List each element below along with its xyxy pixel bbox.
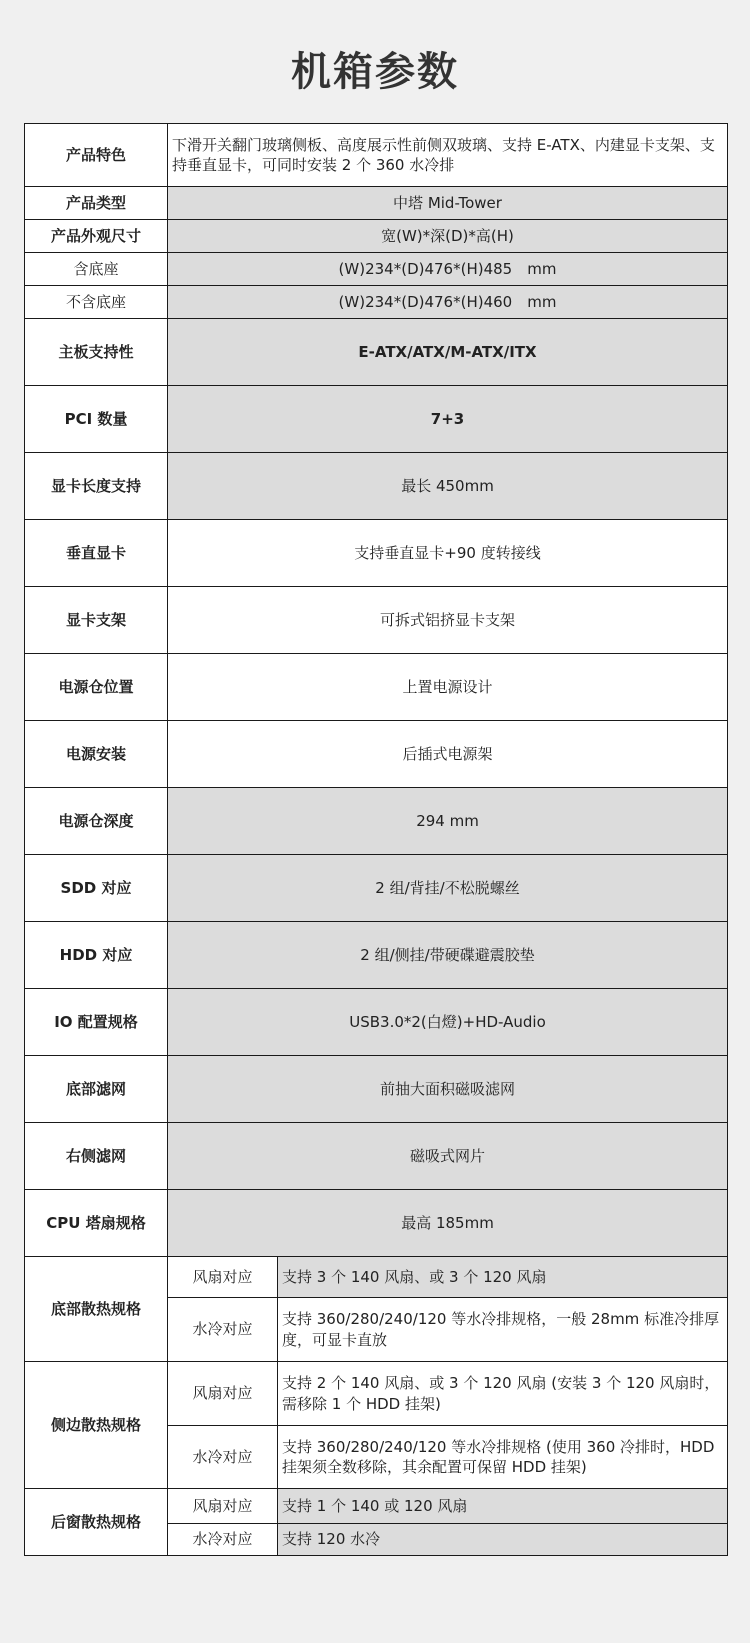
row-label: SDD 对应: [25, 855, 168, 922]
row-value: (W)234*(D)476*(H)485 mm: [168, 253, 728, 286]
group-label: 底部散热规格: [25, 1257, 168, 1362]
row-value: 支持垂直显卡+90 度转接线: [168, 520, 728, 587]
sub-label: 风扇对应: [168, 1257, 278, 1298]
table-row: [25, 187, 728, 220]
row-value: USB3.0*2(白燈)+HD-Audio: [168, 989, 728, 1056]
row-label: 右侧滤网: [25, 1123, 168, 1190]
row-value: 后插式电源架: [168, 721, 728, 788]
table-row: [25, 1123, 728, 1190]
table-row: [25, 220, 728, 253]
row-value: 2 组/侧挂/带硬碟避震胶垫: [168, 922, 728, 989]
table-row: [25, 1257, 728, 1298]
sub-value: 支持 120 水冷: [278, 1524, 728, 1556]
table-row: [25, 1056, 728, 1123]
row-label: 电源仓位置: [25, 654, 168, 721]
row-label: 垂直显卡: [25, 520, 168, 587]
row-label: CPU 塔扇规格: [25, 1190, 168, 1257]
table-row: [25, 286, 728, 319]
table-row: [25, 124, 728, 187]
table-row: [25, 855, 728, 922]
spec-table: [24, 123, 728, 1556]
table-row: [25, 922, 728, 989]
row-label: 产品外观尺寸: [25, 220, 168, 253]
row-value: 2 组/背挂/不松脱螺丝: [168, 855, 728, 922]
group-label: 后窗散热规格: [25, 1489, 168, 1556]
sub-value: 支持 360/280/240/120 等水冷排规格，一般 28mm 标准冷排厚度，可显卡直放: [278, 1298, 728, 1362]
row-value: 最长 450mm: [168, 453, 728, 520]
row-value: 可拆式铝挤显卡支架: [168, 587, 728, 654]
table-row: [25, 721, 728, 788]
table-row: [25, 386, 728, 453]
row-label: 电源仓深度: [25, 788, 168, 855]
sub-label: 水冷对应: [168, 1298, 278, 1362]
row-value: 294 mm: [168, 788, 728, 855]
row-label: 含底座: [25, 253, 168, 286]
row-label: 产品特色: [25, 124, 168, 187]
row-label: 显卡支架: [25, 587, 168, 654]
sub-value: 支持 360/280/240/120 等水冷排规格 (使用 360 冷排时，HDD 挂架须全数移除，其余配置可保留 HDD 挂架): [278, 1426, 728, 1489]
row-label: 不含底座: [25, 286, 168, 319]
table-row: [25, 1489, 728, 1524]
sub-label: 风扇对应: [168, 1489, 278, 1524]
table-row: [25, 1362, 728, 1426]
table-row: [25, 319, 728, 386]
sub-label: 水冷对应: [168, 1426, 278, 1489]
table-row: [25, 453, 728, 520]
row-label: 主板支持性: [25, 319, 168, 386]
table-row: [25, 1190, 728, 1257]
row-value: E-ATX/ATX/M-ATX/ITX: [168, 319, 728, 386]
table-row: [25, 520, 728, 587]
table-row: [25, 654, 728, 721]
row-label: 电源安装: [25, 721, 168, 788]
row-label: 底部滤网: [25, 1056, 168, 1123]
row-label: IO 配置规格: [25, 989, 168, 1056]
sub-value: 支持 3 个 140 风扇、或 3 个 120 风扇: [278, 1257, 728, 1298]
table-row: [25, 587, 728, 654]
row-value: 宽(W)*深(D)*高(H): [168, 220, 728, 253]
row-value: 上置电源设计: [168, 654, 728, 721]
sub-value: 支持 2 个 140 风扇、或 3 个 120 风扇 (安装 3 个 120 风扇时，需移除 1 个 HDD 挂架): [278, 1362, 728, 1426]
sub-label: 风扇对应: [168, 1362, 278, 1426]
row-label: HDD 对应: [25, 922, 168, 989]
row-value: 7+3: [168, 386, 728, 453]
row-value: 最高 185mm: [168, 1190, 728, 1257]
table-row: [25, 788, 728, 855]
sub-value: 支持 1 个 140 或 120 风扇: [278, 1489, 728, 1524]
row-value: (W)234*(D)476*(H)460 mm: [168, 286, 728, 319]
row-value: 磁吸式网片: [168, 1123, 728, 1190]
table-row: [25, 989, 728, 1056]
row-label: PCI 数量: [25, 386, 168, 453]
row-value: 下滑开关翻门玻璃侧板、高度展示性前侧双玻璃、支持 E-ATX、内建显卡支架、支持垂直显卡，可同时安装 2 个 360 水冷排: [168, 124, 728, 187]
row-label: 显卡长度支持: [25, 453, 168, 520]
row-label: 产品类型: [25, 187, 168, 220]
table-row: [25, 253, 728, 286]
row-value: 中塔 Mid-Tower: [168, 187, 728, 220]
page-title: 机箱参数: [291, 49, 459, 95]
row-value: 前抽大面积磁吸滤网: [168, 1056, 728, 1123]
sub-label: 水冷对应: [168, 1524, 278, 1556]
group-label: 侧边散热规格: [25, 1362, 168, 1489]
